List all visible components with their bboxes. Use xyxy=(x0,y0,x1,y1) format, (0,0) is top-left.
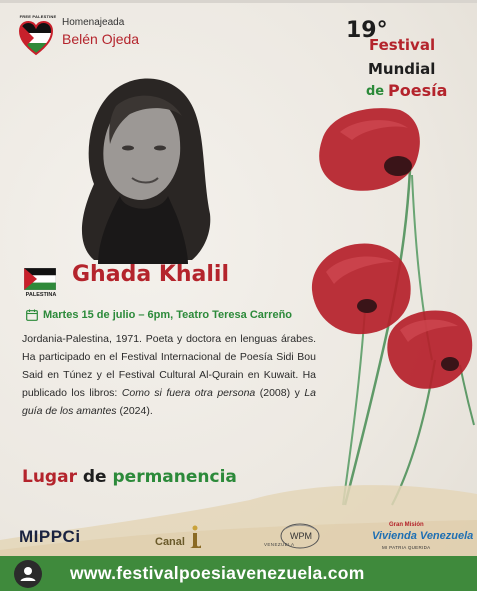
bio-text-2: (2008) y xyxy=(255,387,305,399)
venue-word-1: Lugar xyxy=(22,467,77,487)
mippci-logo: MIPPCi xyxy=(19,527,81,546)
bottom-strip xyxy=(0,591,477,599)
free-palestine-text: FREE PALESTINE xyxy=(19,14,57,19)
event-date: Martes 15 de julio – 6pm, Teatro Teresa Carreño xyxy=(43,309,293,321)
festival-title-poesia: Poesía xyxy=(388,81,448,100)
poet-bio xyxy=(22,330,316,420)
profile-button[interactable] xyxy=(14,560,42,588)
calendar-icon xyxy=(26,309,38,321)
gmvv-logo-subtext: MI PATRIA QUERIDA xyxy=(382,545,431,550)
gmvv-logo-top: Gran Misión xyxy=(389,522,424,528)
bio-text-3: (2024). xyxy=(116,405,153,417)
bio-text-1: Jordania-Palestina, 1971. Poeta y doctora en lenguas árabes. Ha participado en el Festival Internacional de Poesía Sidi Bou Said en Túnez y el Festival Cultural Al-Qurain en Kuwait. Ha publicado los libros: xyxy=(22,333,316,399)
honoree-name: Belén Ojeda xyxy=(62,31,140,47)
festival-title-line1: Festival xyxy=(369,36,436,54)
user-icon xyxy=(14,560,42,588)
heart-palestine-flag-icon xyxy=(18,14,54,58)
book-title-2: La guía de los amantes xyxy=(22,387,316,417)
venue-word-3: permanencia xyxy=(112,467,237,487)
festival-title-line2: Mundial xyxy=(368,60,436,78)
poet-portrait xyxy=(64,64,216,264)
venue-title xyxy=(22,467,237,487)
wpm-logo-subtext: VENEZUELA xyxy=(264,542,295,547)
poet-name: Ghada Khalil xyxy=(72,262,229,287)
palestine-flag-icon xyxy=(24,268,56,290)
canal-i-logo-icon xyxy=(188,525,202,549)
festival-url[interactable]: www.festivalpoesiavenezuela.com xyxy=(70,563,365,583)
festival-title-de: de xyxy=(366,84,385,99)
wpm-logo-text: WPM xyxy=(290,531,312,541)
honoree-label: Homenajeada xyxy=(62,17,125,28)
canal-logo-text: Canal xyxy=(155,536,185,548)
book-title-1: Como si fuera otra persona xyxy=(121,387,256,399)
festival-edition: 19° xyxy=(346,18,388,43)
gmvv-logo: Vivienda Venezuela xyxy=(372,530,474,542)
venue-word-2: de xyxy=(82,467,107,487)
country-label: PALESTINA xyxy=(25,292,57,298)
